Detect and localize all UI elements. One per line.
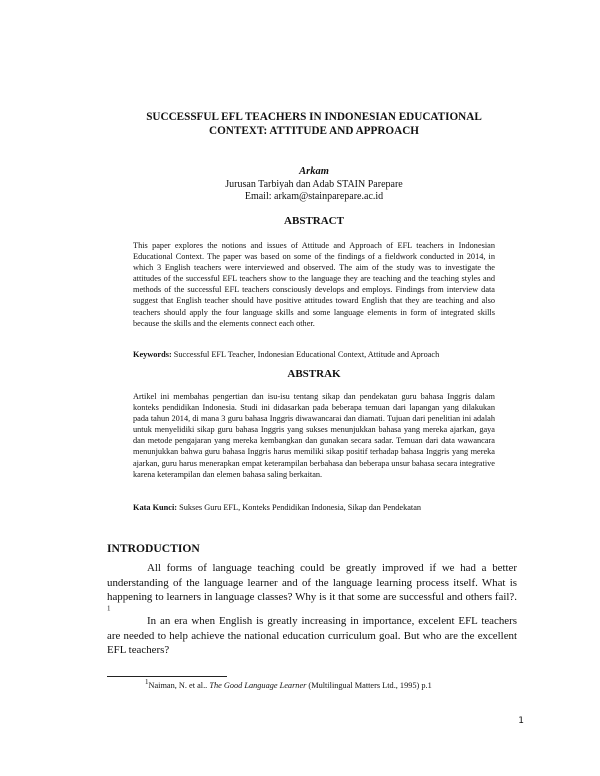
abstrak-body: Artikel ini membahas pengertian dan isu-isu tentang sikap dan pendekatan guru bahasa Inggris dalam konteks pendidikan Indonesia. Studi ini didasarkan pada beberapa temuan dari lapangan yang dilakukan pada tahun 2014, di mana 3 guru bahasa Inggris diwawancarai dan diamati. Tujuan dari penelitian ini adalah untuk menyelidiki sikap guru bahasa Inggris yang sukses menunjukkan bahasa yang mereka ajarkan, gaya dan metode pengajaran yang mereka kembangkan dan gunakan secara sadar. Temuan dari data wawancara menunjukkan bahwa guru bahasa Inggris harus memiliki sikap positif terhadap bahasa Inggris yang mereka ajarkan, guru harus menerapkan empat keterampilan berbahasa dan beberapa unsur bahasa secara integrative karena keterampilan dan elemen bahasa saling berkaitan.: [133, 392, 495, 479]
paper-title-line-1: SUCCESSFUL EFL TEACHERS IN INDONESIAN EDUCATIONAL: [146, 111, 482, 123]
keywords-text: Successful EFL Teacher, Indonesian Educational Context, Attitude and Aproach: [173, 350, 440, 359]
footnote-divider: [107, 676, 227, 677]
footnote-publication: (Multilingual Matters Ltd., 1995) p.1: [306, 681, 432, 690]
introduction-heading: INTRODUCTION: [107, 542, 200, 555]
footnote: [145, 680, 432, 691]
introduction-paragraph-2: In an era when English is greatly increasing in importance, excelent EFL teachers are needed to help achieve the national education curriculum goal. But who are the excellent EFL teachers?: [107, 615, 517, 657]
author-affiliation: Jurusan Tarbiyah dan Adab STAIN Parepare: [225, 179, 403, 190]
footnote-reference[interactable]: 1: [107, 604, 111, 613]
abstract-body: This paper explores the notions and issues of Attitude and Approach of EFL teachers in Indonesian Educational Context. The paper was based on some of the findings of a fieldwork conducted in 2014, in which 3 English teachers were interviewed and observed. The aim of the study was to investigate the attitudes of the successful EFL teachers show to the language they are teaching and the teaching styles and methods of the successful EFL teachers consciously develops and employs. Findings from interview data suggest that English teacher should have positive attitudes toward English that they are teaching and also teachers should apply the four language skills and some language elements in form of integrated skills because the skills and the elements connect each other.: [133, 241, 495, 328]
paper-title-line-2: CONTEXT: ATTITUDE AND APPROACH: [209, 125, 419, 137]
kata-kunci-text: Sukses Guru EFL, Konteks Pendidikan Indonesia, Sikap dan Pendekatan: [179, 503, 422, 512]
footnote-marker: 1: [145, 678, 149, 687]
introduction-paragraph-1: [107, 561, 517, 619]
abstract-keywords: [133, 349, 495, 360]
page-number: 1: [518, 716, 524, 726]
keywords-label: Keywords:: [133, 350, 172, 359]
author-email: Email: arkam@stainparepare.ac.id: [244, 191, 384, 202]
footnote-author: Naiman, N. et al..: [148, 681, 210, 690]
abstract-heading: ABSTRACT: [284, 215, 344, 227]
abstrak-keywords: [133, 502, 495, 513]
introduction-paragraph-1-text: All forms of language teaching could be greatly improved if we had a better understanding of the language learner and of the language learning process itself. What is happening to learners in language classes? Why is it that some are successful and others fail?.: [107, 562, 517, 604]
abstrak-heading: ABSTRAK: [287, 368, 341, 380]
author-name: Arkam: [299, 166, 329, 177]
paper-title: [100, 110, 528, 138]
footnote-book-title: The Good Language Learner: [209, 681, 307, 690]
kata-kunci-label: Kata Kunci:: [133, 503, 178, 512]
